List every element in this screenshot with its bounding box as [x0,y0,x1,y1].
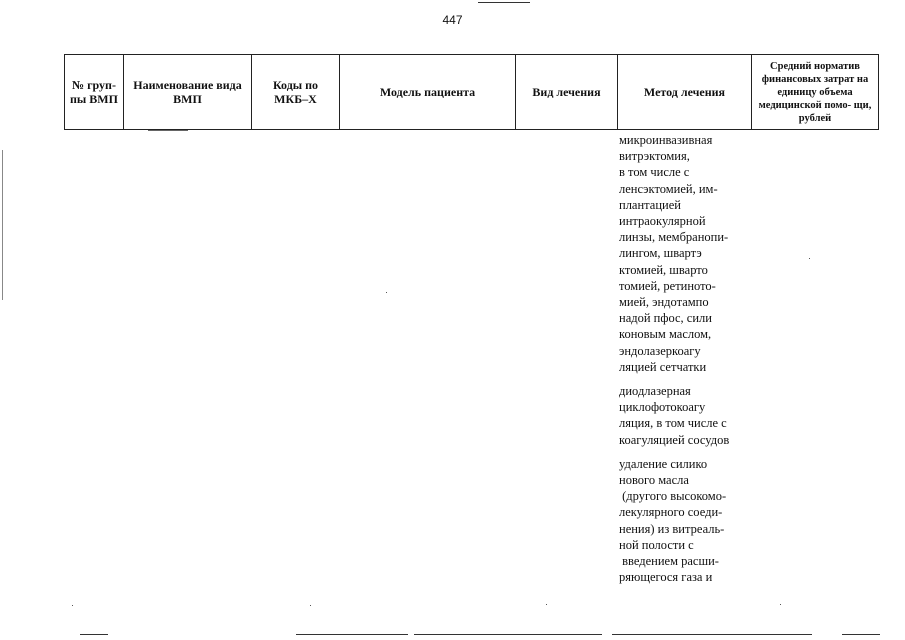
page-number: 447 [442,13,463,27]
method-line: ктомией, шварто [619,262,708,277]
bottom-scan-line-4 [612,634,812,635]
method-line: в том числе с [619,165,690,180]
header-vmp-name: Наименование вида ВМП [124,55,252,130]
method-line: линзы, мембранопи- [619,230,729,245]
method-line: циклофотокоагу [619,400,706,415]
header-group-number: № груп- пы ВМП [65,55,124,130]
bottom-scan-line-2 [296,634,408,635]
method-line: интраокулярной [619,214,706,229]
method-line: нового масла [619,473,689,488]
treatment-method-column [619,132,754,593]
method-line: витрэктомия, [619,149,690,164]
scan-speck [780,604,781,605]
header-treatment-type: Вид лечения [516,55,618,130]
method-line: (другого высокомо- [619,489,727,504]
header-icd-codes: Коды по МКБ–Х [252,55,340,130]
table-header-row [65,55,879,130]
method-line: мией, эндотампо [619,295,709,310]
header-underline-tick [148,130,188,131]
bottom-scan-line-5 [842,634,880,635]
scan-speck [72,605,73,606]
method-line: плантацией [619,197,681,212]
method-line: надой пфос, сили [619,311,712,326]
scan-speck [386,292,387,293]
method-line: ленсэктомией, им- [619,181,718,196]
header-patient-model: Модель пациента [340,55,516,130]
method-block-vitrectomy [619,132,754,375]
left-scan-line [2,150,3,300]
bottom-scan-line-3 [414,634,602,635]
top-scan-line [478,2,530,3]
scan-speck [546,604,547,605]
method-line: лингом, швартэ [619,246,702,261]
method-line: ряющегося газа и [619,570,713,585]
method-line: эндолазеркоагу [619,343,701,358]
header-treatment-method: Метод лечения [618,55,752,130]
method-line: ной полости с [619,537,694,552]
method-line: лекулярного соеди- [619,505,723,520]
method-line: ляция, в том числе с [619,416,727,431]
method-line: нения) из витреаль- [619,521,725,536]
method-line: введением расши- [619,554,719,569]
method-block-silicone-oil-removal [619,456,754,586]
vmp-table [64,54,879,130]
method-line: коагуляцией сосудов [619,432,730,447]
method-block-cyclophotocoagulation [619,383,754,448]
bottom-scan-line-1 [80,634,108,635]
method-line: диодлазерная [619,384,691,399]
scan-speck [809,258,810,259]
scan-speck [310,605,311,606]
method-line: ляцией сетчатки [619,359,707,374]
method-line: удаление силико [619,456,708,471]
method-line: микроинвазивная [619,133,713,147]
header-average-cost: Средний норматив финансовых затрат на единицу объема медицинской помо- щи, рублей [752,55,879,130]
method-line: коновым маслом, [619,327,712,342]
method-line: томией, ретиното- [619,278,716,293]
